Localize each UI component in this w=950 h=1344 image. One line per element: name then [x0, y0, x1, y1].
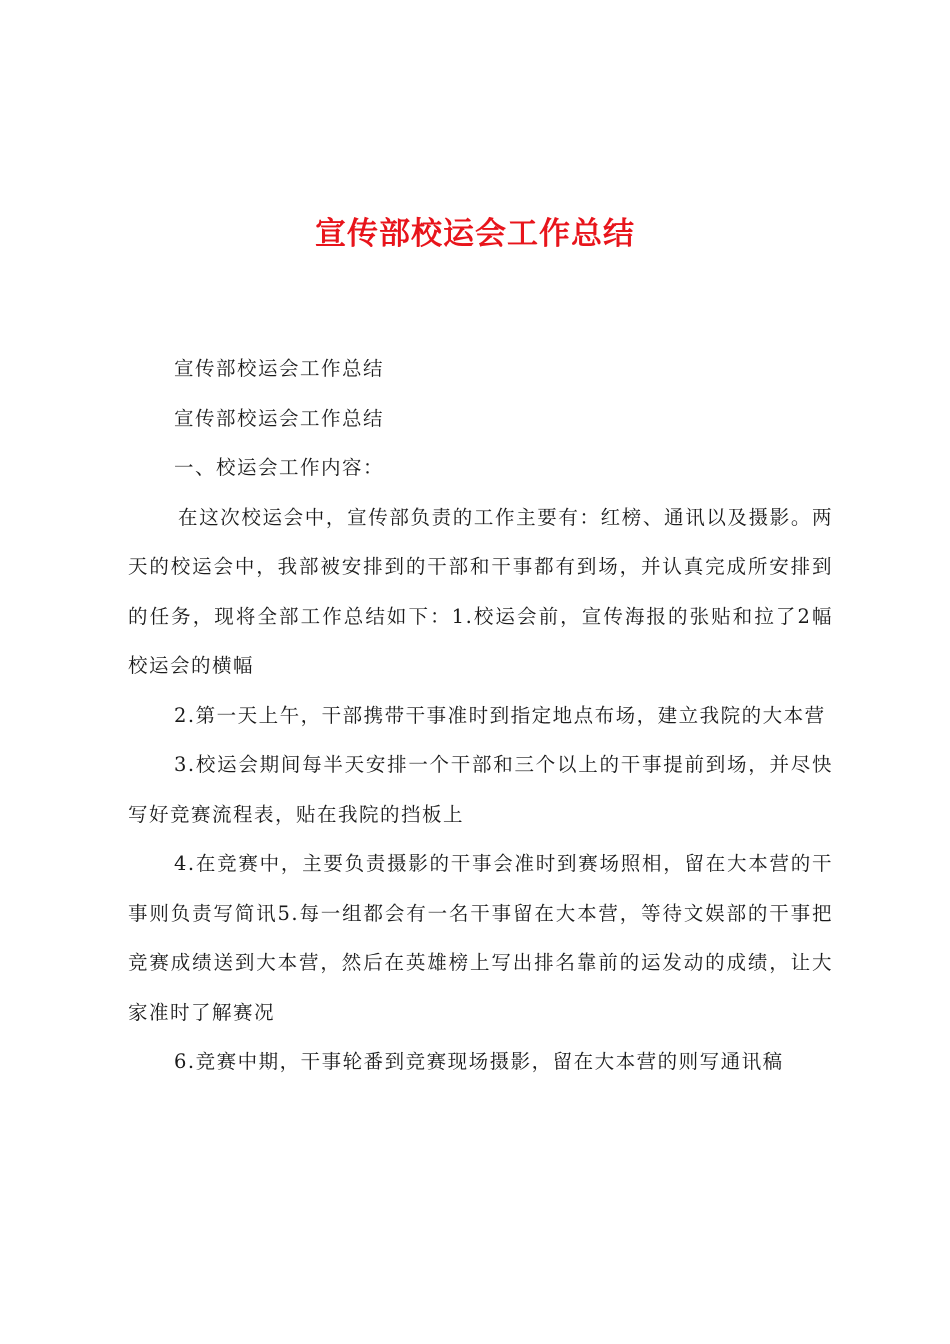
- paragraph-intro: 在这次校运会中，宣传部负责的工作主要有：红榜、通讯以及摄影。两天的校运会中，我部被安排到的干部和干事都有到场，并认真完成所安排到的任务，现将全部工作总结如下：1.校运会前，宣传海报的张贴和拉了2幅校运会的横幅: [128, 505, 833, 677]
- paragraph-item-6: 6.竞赛中期，干事轮番到竞赛现场摄影，留在大本营的则写通讯稿: [174, 1050, 784, 1073]
- paragraph-item-4-5: 4.在竞赛中，主要负责摄影的干事会准时到赛场照相，留在大本营的干事则负责写简讯5.每一组都会有一名干事留在大本营，等待文娱部的干事把竞赛成绩送到大本营，然后在英雄榜上写出排名靠前的运发动的成绩，让大家准时了解赛况: [128, 852, 833, 1024]
- paragraph-subtitle-2: 宣传部校运会工作总结: [174, 406, 385, 430]
- section-heading: 一、校运会工作内容：: [174, 456, 385, 479]
- paragraph-subtitle-1: 宣传部校运会工作总结: [174, 357, 385, 380]
- document-body: [128, 344, 833, 1087]
- paragraph-item-3: 3.校运会期间每半天安排一个干部和三个以上的干事提前到场，并尽快写好竞赛流程表，贴在我院的挡板上: [128, 753, 833, 826]
- paragraph-item-2: 2.第一天上午，干部携带干事准时到指定地点布场，建立我院的大本营: [174, 703, 826, 727]
- document-title: 宣传部校运会工作总结: [315, 216, 635, 252]
